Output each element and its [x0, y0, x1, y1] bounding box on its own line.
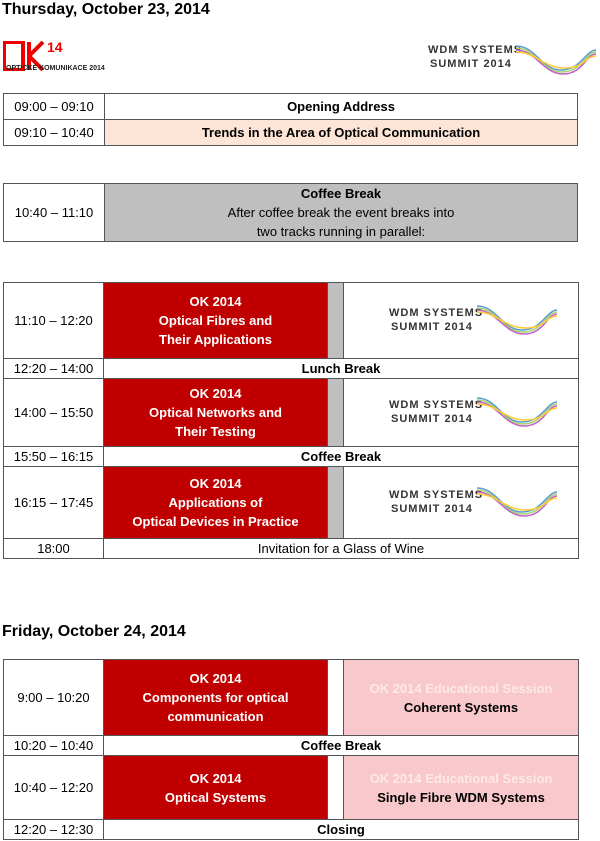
edu-session-label: OK 2014 Educational Session — [369, 680, 553, 696]
session-label: OK 2014 — [189, 476, 242, 491]
session-label: OK 2014 — [189, 386, 242, 401]
ok-logo-subtitle: OPTICKÉ KOMUNIKACE 2014 — [6, 65, 105, 72]
time-cell: 12:20 – 14:00 — [4, 359, 104, 379]
separator — [328, 660, 344, 736]
time-cell: 11:10 – 12:20 — [4, 283, 104, 359]
session-title-2: communication — [167, 709, 264, 724]
separator — [328, 467, 344, 539]
time-cell: 09:10 – 10:40 — [4, 120, 105, 146]
ok-session — [104, 467, 328, 539]
wdm-logo-line2: SUMMIT 2014 — [430, 58, 512, 70]
wdm-logo-header — [400, 38, 600, 78]
coffee-break-note1: After coffee break the event breaks into — [227, 205, 455, 220]
session-title-1: Components for optical — [142, 690, 289, 705]
coffee-break-note2: two tracks running in parallel: — [256, 224, 426, 239]
edu-session-title: Coherent Systems — [403, 699, 519, 715]
separator — [328, 379, 344, 447]
opening-table — [3, 93, 578, 146]
session-label: OK 2014 — [189, 294, 242, 309]
session-label: OK 2014 — [189, 770, 242, 786]
ok-session — [104, 283, 328, 359]
time-cell: 16:15 – 17:45 — [4, 467, 104, 539]
wdm-logo-line2: SUMMIT 2014 — [391, 321, 473, 333]
time-cell: 12:20 – 12:30 — [4, 820, 104, 840]
wine-invitation: Invitation for a Glass of Wine — [104, 539, 579, 559]
ok-session — [104, 756, 328, 820]
time-cell: 9:00 – 10:20 — [4, 660, 104, 736]
time-cell: 15:50 – 16:15 — [4, 447, 104, 467]
opening-address: Opening Address — [105, 94, 578, 120]
day1-title: Thursday, October 23, 2014 — [2, 1, 210, 18]
session-title-2: Their Testing — [175, 424, 256, 439]
educational-session — [344, 756, 579, 820]
separator — [328, 283, 344, 359]
coffee-break-table — [3, 183, 578, 242]
closing: Closing — [104, 820, 579, 840]
coffee-break-cell — [105, 184, 578, 242]
day2-title: Friday, October 24, 2014 — [2, 623, 186, 640]
session-title-2: Optical Devices in Practice — [132, 514, 299, 529]
wdm-logo-line1: WDM SYSTEMS — [428, 44, 523, 56]
session-title-1: Optical Systems — [164, 789, 267, 805]
session-label: OK 2014 — [189, 671, 242, 686]
sessions-table — [3, 282, 579, 559]
wdm-wave-icon — [477, 480, 557, 520]
trends-session: Trends in the Area of Optical Communication — [105, 120, 578, 146]
coffee-break: Coffee Break — [104, 736, 579, 756]
ok-logo-number: 14 — [47, 39, 63, 55]
session-title-1: Optical Fibres and — [158, 313, 273, 328]
time-cell: 18:00 — [4, 539, 104, 559]
time-cell: 10:20 – 10:40 — [4, 736, 104, 756]
time-cell: 10:40 – 11:10 — [4, 184, 105, 242]
separator — [328, 756, 344, 820]
edu-session-title: Single Fibre WDM Systems — [377, 789, 545, 805]
ok-session — [104, 379, 328, 447]
wdm-wave-icon — [477, 298, 557, 338]
wdm-logo-line1: WDM SYSTEMS — [389, 489, 484, 501]
lunch-break: Lunch Break — [104, 359, 579, 379]
time-cell: 10:40 – 12:20 — [4, 756, 104, 820]
session-title-2: Their Applications — [159, 332, 272, 347]
wdm-wave-icon — [477, 390, 557, 430]
wdm-logo-line2: SUMMIT 2014 — [391, 413, 473, 425]
ok14-logo — [3, 41, 163, 75]
time-cell: 09:00 – 09:10 — [4, 94, 105, 120]
coffee-break-title: Coffee Break — [300, 186, 382, 201]
wdm-logo-line1: WDM SYSTEMS — [389, 399, 484, 411]
edu-session-label: OK 2014 Educational Session — [369, 770, 553, 786]
wdm-track — [344, 283, 579, 359]
wdm-logo-line1: WDM SYSTEMS — [389, 307, 484, 319]
educational-session — [344, 660, 579, 736]
session-title-1: Optical Networks and — [149, 405, 282, 420]
wdm-wave-icon — [516, 38, 596, 78]
coffee-break: Coffee Break — [104, 447, 579, 467]
wdm-logo-line2: SUMMIT 2014 — [391, 503, 473, 515]
ok-session — [104, 660, 328, 736]
time-cell: 14:00 – 15:50 — [4, 379, 104, 447]
day2-table — [3, 659, 579, 840]
wdm-track — [344, 379, 579, 447]
wdm-track — [344, 467, 579, 539]
session-title-1: Applications of — [168, 495, 263, 510]
